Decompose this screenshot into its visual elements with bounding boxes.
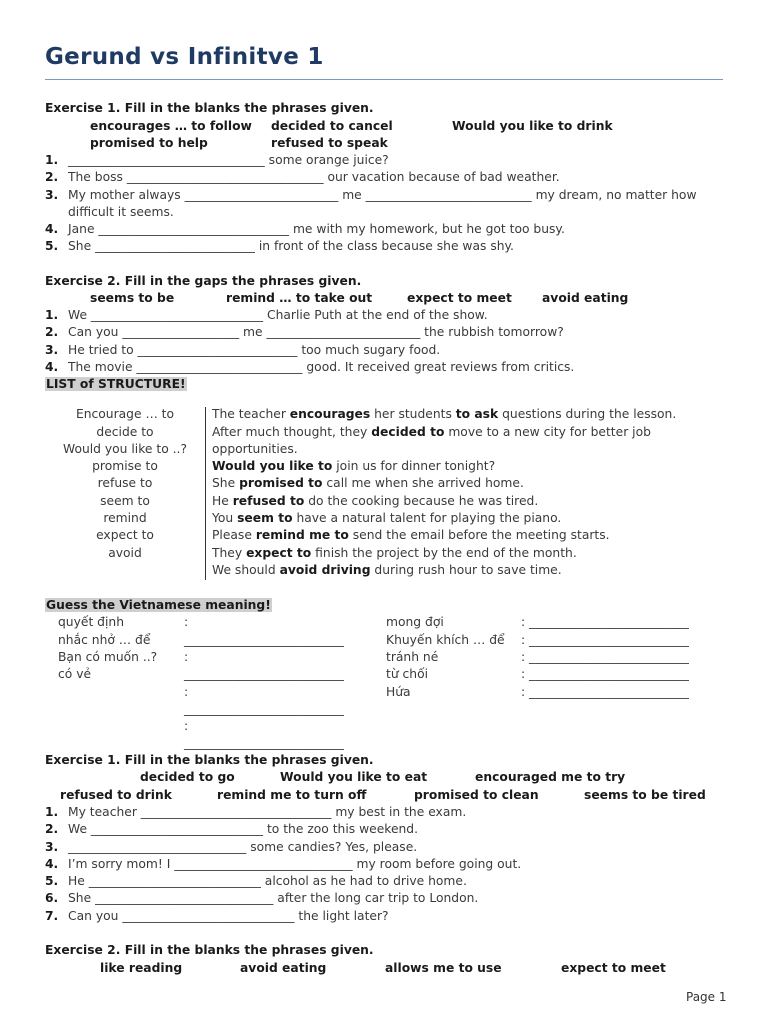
- exercise-3-heading: Exercise 1. Fill in the blanks the phrases given.: [45, 753, 374, 767]
- structure-text: call me when she arrived home.: [322, 476, 524, 490]
- structure-heading: LIST of STRUCTURE!: [46, 377, 186, 391]
- exercise-sentence: She _____________________________ after the long car trip to London.: [68, 891, 479, 905]
- title-underline: [45, 79, 723, 80]
- structure-text: her students: [370, 407, 456, 421]
- structure-example: [212, 562, 562, 579]
- vn-answer: :: [184, 719, 189, 733]
- exercise-sentence: _____________________________ some candies? Yes, please.: [68, 840, 418, 854]
- exercise-1-heading: Exercise 1. Fill in the blanks the phrases given.: [45, 101, 374, 115]
- structure-keyword: encourages: [289, 407, 371, 421]
- vn-answer: : __________________________: [521, 685, 689, 699]
- structure-term: remind: [103, 511, 147, 525]
- structure-text: during rush hour to save time.: [370, 563, 562, 577]
- vn-answer: :: [184, 650, 189, 664]
- item-number: 4.: [45, 857, 59, 871]
- structure-keyword: expect to: [246, 546, 312, 560]
- structure-term: avoid: [108, 546, 142, 560]
- exercise-sentence: My teacher _______________________________ my best in the exam.: [68, 805, 467, 819]
- structure-divider: [205, 407, 206, 580]
- ex3-phrase: remind me to turn off: [217, 788, 367, 802]
- exercise-sentence: My mother always _________________________ me ___________________________ my dream, no matter how: [68, 188, 697, 202]
- item-number: 6.: [45, 891, 59, 905]
- structure-example: [212, 441, 298, 458]
- exercise-2-heading: Exercise 2. Fill in the gaps the phrases given.: [45, 274, 362, 288]
- structure-text: You: [212, 511, 238, 525]
- structure-text: Please: [212, 528, 256, 542]
- ex4-phrase: expect to meet: [561, 961, 666, 975]
- item-number: 2.: [45, 170, 59, 184]
- exercise-sentence: He ____________________________ alcohol as he had to drive home.: [68, 874, 467, 888]
- item-number: 1.: [45, 805, 59, 819]
- structure-keyword: refused to: [232, 494, 305, 508]
- vn-word: mong đợi: [386, 615, 444, 629]
- vn-answer: :: [184, 685, 189, 699]
- item-number: 5.: [45, 239, 59, 253]
- exercise-sentence: He tried to __________________________ too much sugary food.: [68, 343, 441, 357]
- ex2-phrase: remind … to take out: [226, 291, 373, 305]
- structure-keyword: seem to: [237, 511, 293, 525]
- ex3-phrase: refused to drink: [60, 788, 172, 802]
- exercise-sentence: The movie ___________________________ good. It received great reviews from critics.: [68, 360, 575, 374]
- vn-answer: : __________________________: [521, 650, 689, 664]
- item-number: 2.: [45, 325, 59, 339]
- structure-term: Encourage … to: [75, 407, 175, 421]
- structure-term: promise to: [92, 459, 158, 473]
- structure-example: [212, 527, 610, 544]
- ex1-phrase: refused to speak: [271, 136, 388, 150]
- exercise-sentence: Can you ____________________________ the light later?: [68, 909, 389, 923]
- structure-text: questions during the lesson.: [498, 407, 677, 421]
- ex3-phrase: seems to be tired: [584, 788, 706, 802]
- ex4-phrase: avoid eating: [240, 961, 327, 975]
- vn-word: từ chối: [386, 667, 429, 681]
- structure-text: have a natural talent for playing the piano.: [292, 511, 562, 525]
- vn-word: nhắc nhở … để: [58, 633, 151, 647]
- structure-text: After much thought, they: [212, 425, 372, 439]
- structure-term: seem to: [100, 494, 150, 508]
- structure-example: [212, 458, 495, 475]
- exercise-sentence: We ____________________________ to the zoo this weekend.: [68, 822, 419, 836]
- exercise-sentence: Can you ___________________ me _________________________ the rubbish tomorrow?: [68, 325, 564, 339]
- item-number: 3.: [45, 343, 59, 357]
- structure-term: decide to: [96, 425, 154, 439]
- exercise-sentence: The boss ________________________________ our vacation because of bad weather.: [68, 170, 560, 184]
- vn-word: tránh né: [386, 650, 439, 664]
- ex2-phrase: avoid eating: [542, 291, 629, 305]
- structure-keyword: promised to: [239, 476, 323, 490]
- ex3-phrase: encouraged me to try: [475, 770, 626, 784]
- ex1-phrase: decided to cancel: [271, 119, 393, 133]
- structure-example: [212, 475, 524, 492]
- vn-answer: __________________________: [184, 633, 344, 647]
- item-number: 4.: [45, 360, 59, 374]
- ex3-phrase: promised to clean: [414, 788, 539, 802]
- structure-example: [212, 545, 577, 562]
- item-number: 4.: [45, 222, 59, 236]
- exercise-sentence: ________________________________ some orange juice?: [68, 153, 389, 167]
- item-number: 3.: [45, 188, 59, 202]
- ex2-phrase: seems to be: [90, 291, 175, 305]
- vn-answer: __________________________: [184, 702, 344, 716]
- item-number: 2.: [45, 822, 59, 836]
- ex4-phrase: allows me to use: [385, 961, 502, 975]
- structure-text: opportunities.: [212, 442, 298, 456]
- structure-keyword: decided to: [371, 425, 445, 439]
- exercise-4-heading: Exercise 2. Fill in the blanks the phrases given.: [45, 943, 374, 957]
- structure-text: send the email before the meeting starts.: [348, 528, 610, 542]
- structure-keyword: remind me to: [255, 528, 349, 542]
- structure-text: do the cooking because he was tired.: [304, 494, 539, 508]
- structure-example: [212, 424, 651, 441]
- structure-keyword: avoid driving: [279, 563, 371, 577]
- page-title: Gerund vs Infinitve 1: [45, 44, 324, 70]
- structure-example: [212, 406, 676, 423]
- vn-answer: __________________________: [184, 736, 344, 750]
- structure-keyword: Would you like to: [212, 459, 333, 473]
- structure-text: We should: [212, 563, 280, 577]
- exercise-sentence: She __________________________ in front of the class because she was shy.: [68, 239, 514, 253]
- structure-term: expect to: [96, 528, 154, 542]
- item-number: 1.: [45, 308, 59, 322]
- structure-text: join us for dinner tonight?: [332, 459, 496, 473]
- vn-word: Bạn có muốn ..?: [58, 650, 158, 664]
- ex1-phrase: encourages … to follow: [90, 119, 252, 133]
- structure-text: They: [212, 546, 247, 560]
- vn-answer: : __________________________: [521, 633, 689, 647]
- ex4-phrase: like reading: [100, 961, 183, 975]
- structure-text: finish the project by the end of the month.: [311, 546, 577, 560]
- exercise-sentence: Jane _______________________________ me with my homework, but he got too busy.: [68, 222, 565, 236]
- ex3-phrase: decided to go: [140, 770, 235, 784]
- item-number: 1.: [45, 153, 59, 167]
- structure-text: The teacher: [212, 407, 290, 421]
- item-number: 7.: [45, 909, 59, 923]
- ex2-phrase: expect to meet: [407, 291, 512, 305]
- structure-text: He: [212, 494, 233, 508]
- structure-keyword: to ask: [455, 407, 499, 421]
- vn-word: quyết định: [58, 615, 124, 629]
- ex3-phrase: Would you like to eat: [280, 770, 428, 784]
- structure-text: She: [212, 476, 240, 490]
- structure-term: refuse to: [97, 476, 153, 490]
- page-number: Page 1: [686, 990, 727, 1004]
- vn-word: Khuyến khích … để: [386, 633, 505, 647]
- structure-example: [212, 493, 538, 510]
- exercise-sentence: We ____________________________ Charlie Puth at the end of the show.: [68, 308, 488, 322]
- item-number: 5.: [45, 874, 59, 888]
- vn-answer: __________________________: [184, 667, 344, 681]
- vietnamese-heading: Guess the Vietnamese meaning!: [46, 598, 271, 612]
- vn-word: có vẻ: [58, 667, 92, 681]
- exercise-sentence: I’m sorry mom! I _____________________________ my room before going out.: [68, 857, 522, 871]
- ex1-phrase: Would you like to drink: [452, 119, 613, 133]
- vn-answer: :: [184, 615, 189, 629]
- structure-text: move to a new city for better job: [444, 425, 651, 439]
- item-number: 3.: [45, 840, 59, 854]
- structure-term: Would you like to ..?: [63, 442, 187, 456]
- vn-answer: : __________________________: [521, 667, 689, 681]
- exercise-sentence-cont: difficult it seems.: [68, 205, 174, 219]
- structure-example: [212, 510, 561, 527]
- ex1-phrase: promised to help: [90, 136, 208, 150]
- vn-word: Hứa: [386, 685, 411, 699]
- vn-answer: : __________________________: [521, 615, 689, 629]
